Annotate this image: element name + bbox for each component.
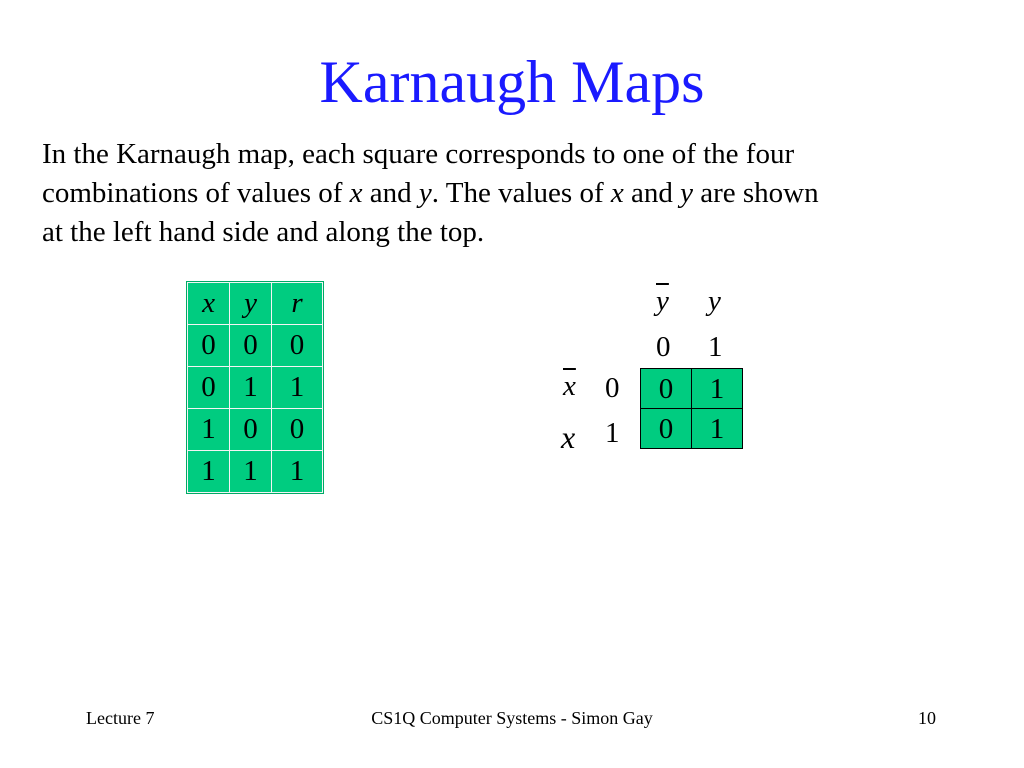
table-cell: 0 <box>230 409 272 451</box>
var-y: y <box>680 177 693 209</box>
table-cell: 0 <box>188 367 230 409</box>
karnaugh-map <box>640 368 743 449</box>
kmap-row-value-1: 1 <box>605 417 620 449</box>
table-cell: 1 <box>272 367 323 409</box>
table-cell: 1 <box>272 451 323 493</box>
slide-title: Karnaugh Maps <box>319 49 705 115</box>
kmap-cell: 0 <box>641 409 692 449</box>
table-cell: 1 <box>188 451 230 493</box>
kmap-col-value-1: 1 <box>708 331 723 363</box>
truth-table <box>187 282 323 493</box>
kmap-col-value-0: 0 <box>656 331 671 363</box>
body-paragraph <box>42 135 982 252</box>
footer-course: CS1Q Computer Systems - Simon Gay <box>371 708 653 728</box>
kmap-row-var-xbar: $\overline{x}$ <box>563 370 576 402</box>
table-cell: 1 <box>188 409 230 451</box>
table-cell: 0 <box>272 409 323 451</box>
table-cell: 0 <box>188 325 230 367</box>
table-cell: 0 <box>230 325 272 367</box>
para-text: combinations of values of <box>42 177 350 209</box>
footer-lecture: Lecture 7 <box>86 708 155 728</box>
table-cell: 0 <box>272 325 323 367</box>
para-text: . The values of <box>431 177 611 209</box>
kmap-row-value-0: 0 <box>605 372 620 404</box>
para-line-2 <box>42 174 982 213</box>
table-cell: 1 <box>230 451 272 493</box>
kmap-cell: 1 <box>692 409 743 449</box>
footer-page-number: 10 <box>918 708 936 728</box>
table-row <box>188 367 323 409</box>
var-x: x <box>349 177 363 209</box>
para-text: and <box>362 177 419 209</box>
kmap-cell: 0 <box>641 369 692 409</box>
table-cell: 1 <box>230 367 272 409</box>
kmap-cell: 1 <box>692 369 743 409</box>
table-row <box>188 325 323 367</box>
para-text: are shown <box>692 177 819 209</box>
kmap-col-var-ybar: $\overline{y}$ <box>656 285 669 317</box>
header-x: x <box>188 283 230 325</box>
header-y: y <box>230 283 272 325</box>
var-x: x <box>610 177 624 209</box>
kmap-col-var-y: y <box>708 285 721 317</box>
truth-table-header-row <box>188 283 323 325</box>
header-r: r <box>272 283 323 325</box>
table-row <box>188 409 323 451</box>
kmap-row-var-x: x <box>561 419 576 455</box>
para-line-1: In the Karnaugh map, each square corresponds to one of the four <box>42 138 795 170</box>
para-text: and <box>623 177 681 209</box>
para-line-3: at the left hand side and along the top. <box>42 216 485 248</box>
var-y: y <box>418 177 432 209</box>
table-row <box>188 451 323 493</box>
